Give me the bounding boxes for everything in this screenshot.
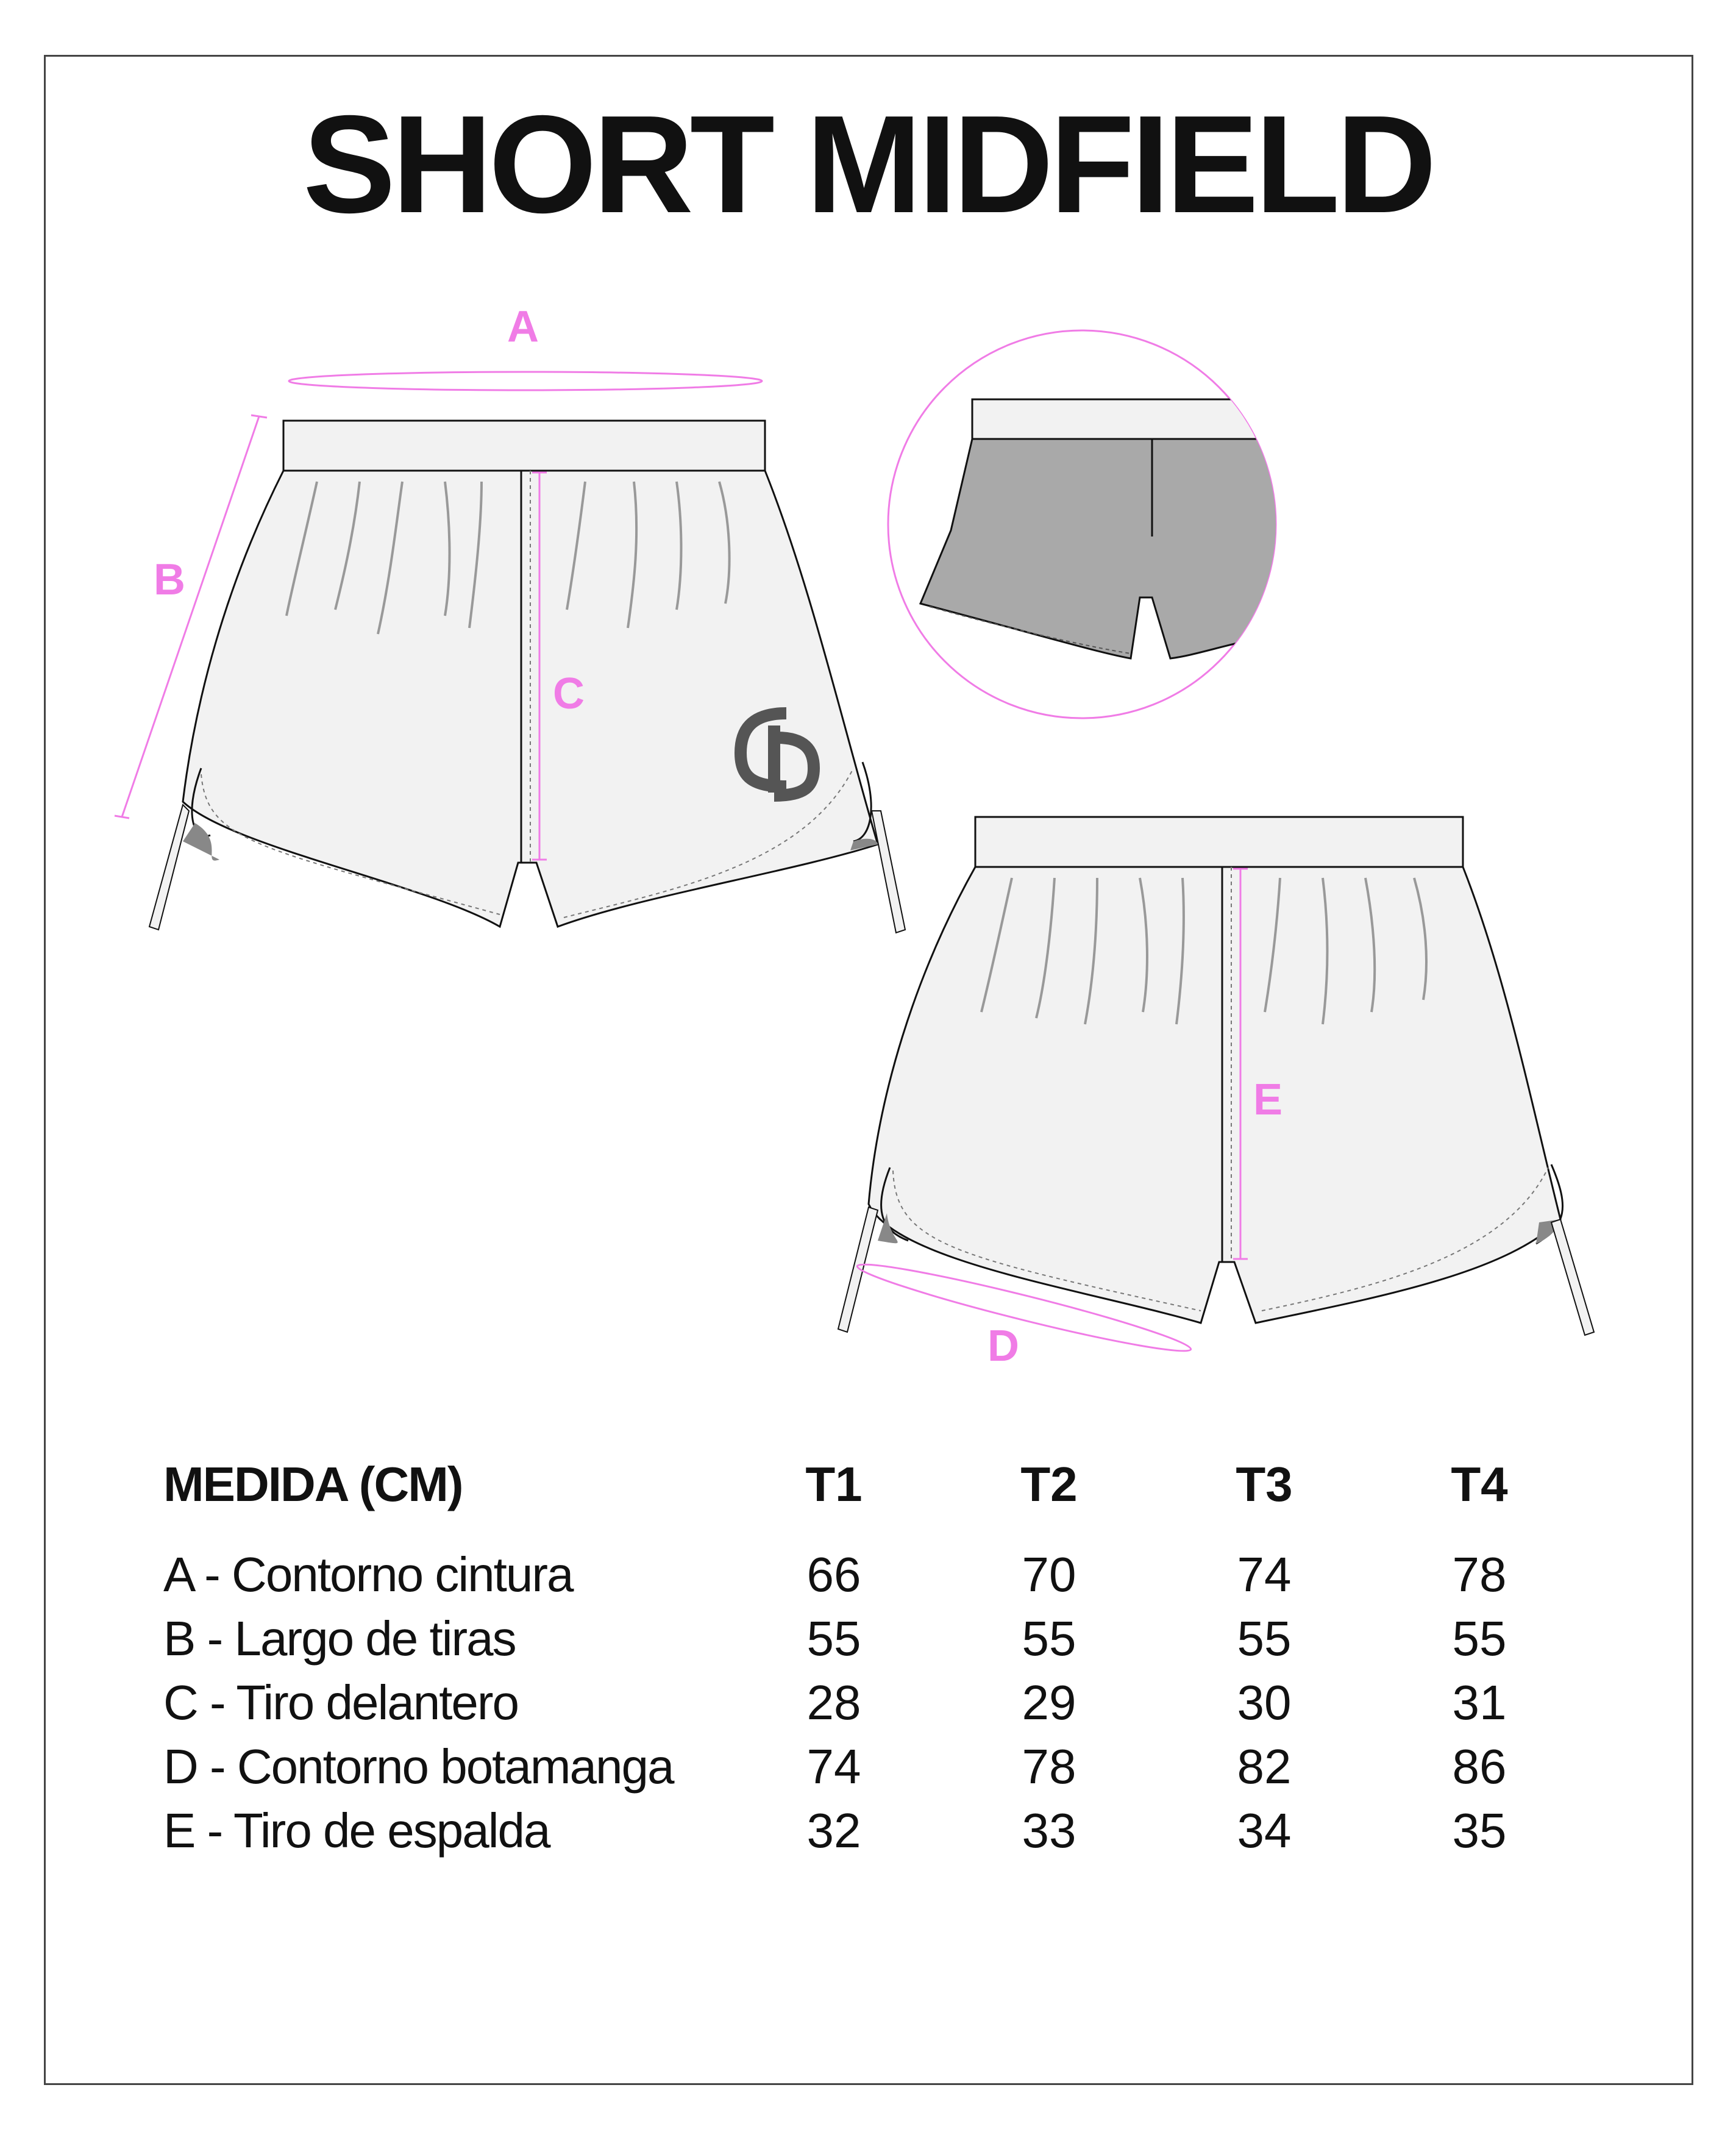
column-header-size: T3 (1236, 1457, 1293, 1511)
table-cell: 74 (1237, 1547, 1292, 1602)
table-row (163, 1734, 1565, 1798)
row-label: A - Contorno cintura (163, 1547, 573, 1602)
table-cell: 86 (1452, 1739, 1507, 1794)
table-cell: 55 (1452, 1611, 1507, 1666)
column-header-size: T1 (805, 1457, 863, 1511)
table-cell: 28 (806, 1675, 861, 1730)
row-label: E - Tiro de espalda (163, 1803, 550, 1858)
front-waistband (283, 421, 765, 471)
column-header-measure: MEDIDA (CM) (163, 1457, 463, 1511)
page-title: SHORT MIDFIELD (303, 87, 1433, 242)
table-cell: 55 (1022, 1611, 1076, 1666)
table-row (163, 1542, 1565, 1606)
table-cell: 55 (806, 1611, 861, 1666)
table-cell: 35 (1452, 1803, 1507, 1858)
table-cell: 34 (1237, 1803, 1292, 1858)
table-cell: 78 (1022, 1739, 1076, 1794)
label-a: A (507, 302, 539, 351)
row-label: C - Tiro delantero (163, 1675, 519, 1730)
table-header (163, 1451, 1565, 1542)
back-view (838, 817, 1594, 1371)
table-cell: 82 (1237, 1739, 1292, 1794)
table-row (163, 1670, 1565, 1734)
table-row (163, 1606, 1565, 1670)
front-view (115, 302, 905, 933)
label-c: C (553, 669, 585, 718)
table-cell: 66 (806, 1547, 861, 1602)
column-header-size: T2 (1020, 1457, 1078, 1511)
size-table (163, 1451, 1565, 1863)
table-cell: 55 (1237, 1611, 1292, 1666)
row-label: D - Contorno botamanga (163, 1739, 674, 1794)
row-label: B - Largo de tiras (163, 1611, 516, 1666)
detail-inset (888, 330, 1277, 718)
table-cell: 70 (1022, 1547, 1076, 1602)
table-cell: 33 (1022, 1803, 1076, 1858)
table-cell: 29 (1022, 1675, 1076, 1730)
label-b: B (154, 555, 185, 604)
back-waistband (975, 817, 1463, 867)
label-d: D (987, 1322, 1019, 1371)
table-cell: 31 (1452, 1675, 1507, 1730)
table-row (163, 1798, 1565, 1863)
table-cell: 78 (1452, 1547, 1507, 1602)
label-e: E (1253, 1075, 1283, 1124)
table-cell: 32 (806, 1803, 861, 1858)
column-header-size: T4 (1451, 1457, 1508, 1511)
table-cell: 30 (1237, 1675, 1292, 1730)
waist-measure-ellipse (289, 372, 762, 390)
table-cell: 74 (806, 1739, 861, 1794)
